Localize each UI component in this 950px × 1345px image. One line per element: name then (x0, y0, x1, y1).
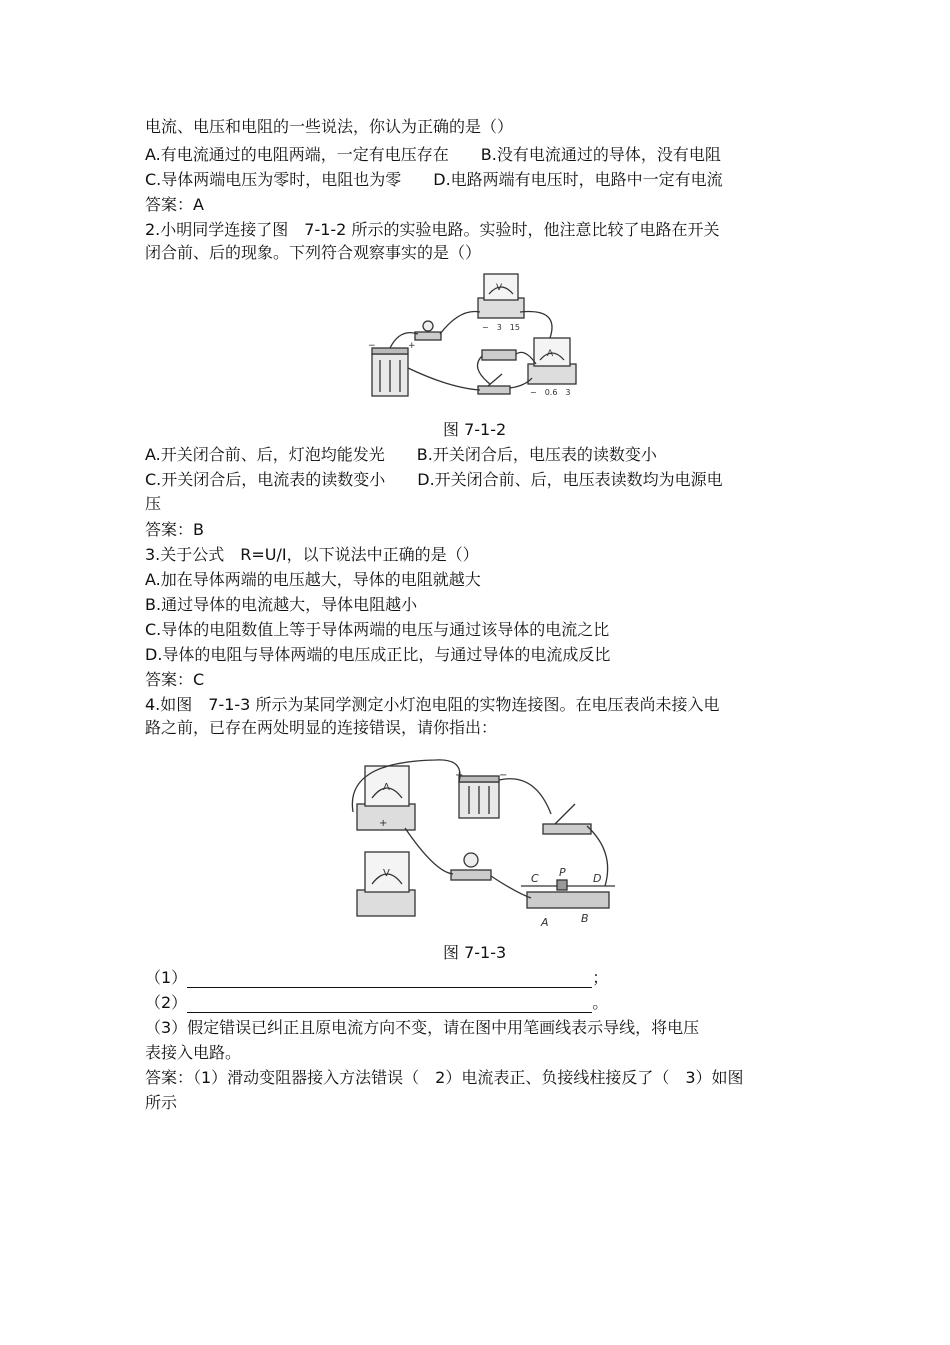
figure-7-1-3-caption: 图 7-1-3 (443, 943, 507, 962)
fig1-minus: − (368, 341, 376, 351)
fig1-amp-face: A (547, 349, 554, 359)
fig2-label-d: D (593, 872, 602, 885)
q2-stem-2: 闭合前、后的现象。下列符合观察事实的是（） (145, 243, 482, 262)
fig2-label-c: C (531, 872, 539, 885)
blank-1-end: ； (592, 968, 609, 987)
q4-answer-1: 答案：（1）滑动变阻器接入方法错误（ 2）电流表正、负接线柱接反了（ 3）如图 (145, 1068, 744, 1087)
fig2-label-p: P (559, 866, 566, 879)
figure-7-1-3 (335, 752, 625, 932)
q1-options-cd: C.导体两端电压为零时，电阻也为零 D.电路两端有电压时，电路中一定有电流 (145, 170, 723, 189)
q4-answer-2: 所示 (145, 1093, 178, 1112)
fig2-amp-face: A (383, 782, 390, 793)
q3-stem: 3.关于公式 R=U/I，以下说法中正确的是（） (145, 545, 479, 564)
q4-part3-1: （3）假定错误已纠正且原电流方向不变，请在图中用笔画线表示导线，将电压 (145, 1018, 700, 1037)
blank-1-line[interactable] (187, 970, 592, 988)
blank-1-label: （1） (145, 968, 188, 987)
q4-stem-1: 4.如图 7-1-3 所示为某同学测定小灯泡电阻的实物连接图。在电压表尚未接入电 (145, 695, 720, 714)
q4-stem-2: 路之前，已存在两处明显的连接错误，请你指出： (145, 718, 498, 737)
fig1-volt-scale: − 3 15 (482, 323, 520, 332)
q4-blank-2 (145, 993, 608, 1013)
q1-answer: 答案：A (145, 195, 204, 214)
figure-7-1-2 (360, 268, 600, 408)
text-line-1: 电流、电压和电阻的一些说法，你认为正确的是（） (145, 117, 514, 136)
fig1-plus: + (408, 341, 416, 351)
fig2-volt-face: V (383, 868, 390, 879)
blank-2-end: 。 (592, 993, 609, 1012)
q3-option-b: B.通过导体的电流越大，导体电阻越小 (145, 595, 418, 614)
blank-2-label: （2） (145, 993, 188, 1012)
fig2-label-b: B (581, 912, 589, 925)
q4-blank-1 (145, 968, 608, 988)
fig2-bat-plus: + (455, 770, 464, 781)
q3-option-d: D.导体的电阻与导体两端的电压成正比，与通过导体的电流成反比 (145, 645, 611, 664)
q3-option-c: C.导体的电阻数值上等于导体两端的电压与通过该导体的电流之比 (145, 620, 610, 639)
q2-stem-1: 2.小明同学连接了图 7-1-2 所示的实验电路。实验时，他注意比较了电路在开关 (145, 220, 720, 239)
blank-2-line[interactable] (187, 995, 592, 1013)
fig1-volt-face: V (496, 283, 503, 293)
q2-answer: 答案：B (145, 520, 204, 539)
figure-7-1-2-caption: 图 7-1-2 (443, 420, 507, 439)
q2-options-cd: C.开关闭合后，电流表的读数变小 D.开关闭合前、后，电压表读数均为电源电 (145, 470, 723, 489)
q4-part3-2: 表接入电路。 (145, 1043, 242, 1062)
q3-option-a: A.加在导体两端的电压越大，导体的电阻就越大 (145, 570, 481, 589)
fig2-label-a: A (541, 916, 549, 929)
fig2-bat-minus: − (499, 770, 508, 781)
q3-answer: 答案：C (145, 670, 205, 689)
fig2-amp-plus: + (379, 818, 388, 829)
q2-options-cd-cont: 压 (145, 494, 162, 513)
fig1-amp-scale: − 0.6 3 (530, 388, 571, 397)
q2-options-ab: A.开关闭合前、后，灯泡均能发光 B.开关闭合后，电压表的读数变小 (145, 445, 657, 464)
q1-options-ab: A.有电流通过的电阻两端，一定有电压存在 B.没有电流通过的导体，没有电阻 (145, 145, 721, 164)
